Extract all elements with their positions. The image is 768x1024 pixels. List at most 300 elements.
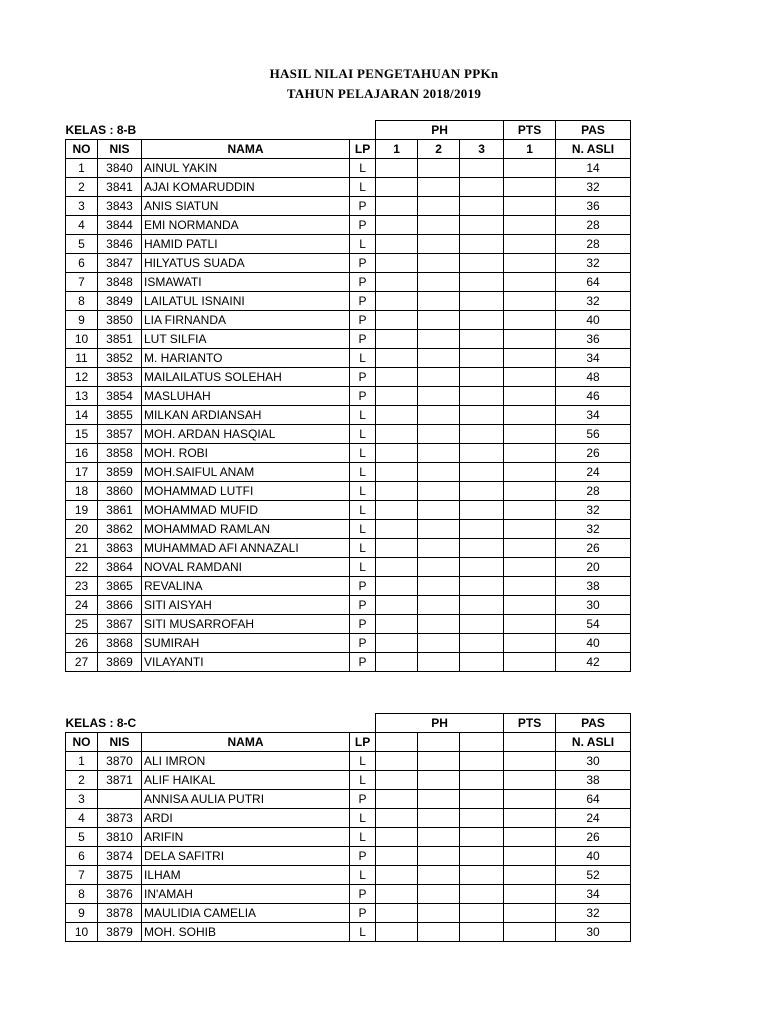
student-score-empty <box>418 197 460 216</box>
student-score-empty <box>504 387 556 406</box>
student-no: 11 <box>66 349 98 368</box>
student-no: 4 <box>66 216 98 235</box>
student-nis: 3879 <box>98 923 142 942</box>
student-nis: 3849 <box>98 292 142 311</box>
student-n-asli: 34 <box>556 885 631 904</box>
student-score-empty <box>376 273 418 292</box>
student-lp: P <box>350 197 376 216</box>
student-nama: AINUL YAKIN <box>142 159 350 178</box>
student-n-asli: 36 <box>556 330 631 349</box>
student-lp: P <box>350 847 376 866</box>
student-lp: L <box>350 828 376 847</box>
student-nis: 3878 <box>98 904 142 923</box>
student-score-empty <box>418 216 460 235</box>
student-lp: L <box>350 349 376 368</box>
student-score-empty <box>376 235 418 254</box>
header-nis: NIS <box>98 733 142 752</box>
student-no: 3 <box>66 790 98 809</box>
student-score-empty <box>418 577 460 596</box>
student-lp: L <box>350 923 376 942</box>
student-row <box>66 904 631 923</box>
student-lp: L <box>350 558 376 577</box>
student-n-asli: 38 <box>556 577 631 596</box>
student-nama: EMI NORMANDA <box>142 216 350 235</box>
student-nis: 3853 <box>98 368 142 387</box>
student-row <box>66 444 631 463</box>
student-n-asli: 32 <box>556 520 631 539</box>
student-row <box>66 292 631 311</box>
student-n-asli: 40 <box>556 847 631 866</box>
student-nis: 3854 <box>98 387 142 406</box>
student-row <box>66 330 631 349</box>
student-nama: ALIF HAIKAL <box>142 771 350 790</box>
student-score-empty <box>376 216 418 235</box>
student-score-empty <box>504 349 556 368</box>
student-nis: 3844 <box>98 216 142 235</box>
student-score-empty <box>418 235 460 254</box>
student-score-empty <box>376 809 418 828</box>
student-nama: HILYATUS SUADA <box>142 254 350 273</box>
student-row <box>66 653 631 672</box>
student-score-empty <box>460 482 504 501</box>
student-n-asli: 30 <box>556 596 631 615</box>
student-nis: 3847 <box>98 254 142 273</box>
student-lp: L <box>350 425 376 444</box>
student-n-asli: 24 <box>556 463 631 482</box>
student-score-empty <box>376 790 418 809</box>
student-score-empty <box>376 885 418 904</box>
student-score-empty <box>460 539 504 558</box>
student-lp: P <box>350 273 376 292</box>
student-row <box>66 463 631 482</box>
student-n-asli: 46 <box>556 387 631 406</box>
student-score-empty <box>504 577 556 596</box>
student-score-empty <box>376 904 418 923</box>
student-nis: 3855 <box>98 406 142 425</box>
class-header-row <box>66 714 631 733</box>
student-score-empty <box>418 885 460 904</box>
header-ph-1 <box>376 733 418 752</box>
student-row <box>66 790 631 809</box>
student-n-asli: 24 <box>556 809 631 828</box>
student-score-empty <box>376 463 418 482</box>
student-score-empty <box>460 923 504 942</box>
student-score-empty <box>460 197 504 216</box>
document-title: HASIL NILAI PENGETAHUAN PPKn <box>269 66 499 81</box>
student-no: 23 <box>66 577 98 596</box>
student-row <box>66 866 631 885</box>
student-nama: MOHAMMAD LUTFI <box>142 482 350 501</box>
student-score-empty <box>460 771 504 790</box>
student-nis: 3868 <box>98 634 142 653</box>
student-nama: ARIFIN <box>142 828 350 847</box>
student-score-empty <box>376 752 418 771</box>
student-score-empty <box>418 254 460 273</box>
student-no: 7 <box>66 866 98 885</box>
student-no: 6 <box>66 254 98 273</box>
student-n-asli: 34 <box>556 406 631 425</box>
student-lp: L <box>350 159 376 178</box>
student-no: 27 <box>66 653 98 672</box>
header-lp: LP <box>350 733 376 752</box>
student-score-empty <box>418 292 460 311</box>
class-label: KELAS : 8-B <box>66 121 350 140</box>
header-ph: PH <box>376 121 504 140</box>
student-score-empty <box>460 653 504 672</box>
student-lp: P <box>350 254 376 273</box>
student-n-asli: 32 <box>556 501 631 520</box>
student-nis: 3866 <box>98 596 142 615</box>
student-score-empty <box>460 790 504 809</box>
student-row <box>66 254 631 273</box>
student-score-empty <box>504 368 556 387</box>
student-no: 14 <box>66 406 98 425</box>
student-row <box>66 634 631 653</box>
student-score-empty <box>460 235 504 254</box>
student-score-empty <box>460 311 504 330</box>
student-score-empty <box>418 159 460 178</box>
student-no: 8 <box>66 885 98 904</box>
student-score-empty <box>418 387 460 406</box>
student-score-empty <box>504 520 556 539</box>
student-lp: L <box>350 520 376 539</box>
student-n-asli: 20 <box>556 558 631 577</box>
student-score-empty <box>504 216 556 235</box>
student-n-asli: 28 <box>556 216 631 235</box>
student-n-asli: 32 <box>556 904 631 923</box>
student-score-empty <box>504 847 556 866</box>
student-n-asli: 30 <box>556 752 631 771</box>
student-nama: AJAI KOMARUDDIN <box>142 178 350 197</box>
student-no: 22 <box>66 558 98 577</box>
student-score-empty <box>418 178 460 197</box>
student-nis: 3857 <box>98 425 142 444</box>
student-nis: 3863 <box>98 539 142 558</box>
student-nama: LUT SILFIA <box>142 330 350 349</box>
student-n-asli: 28 <box>556 235 631 254</box>
student-score-empty <box>504 558 556 577</box>
student-nis: 3860 <box>98 482 142 501</box>
student-score-empty <box>418 615 460 634</box>
student-nama: MAULIDIA CAMELIA <box>142 904 350 923</box>
student-score-empty <box>504 771 556 790</box>
student-n-asli: 42 <box>556 653 631 672</box>
student-lp: L <box>350 178 376 197</box>
student-score-empty <box>504 330 556 349</box>
student-nama: ANIS SIATUN <box>142 197 350 216</box>
student-nama: LIA FIRNANDA <box>142 311 350 330</box>
student-score-empty <box>460 501 504 520</box>
student-no: 6 <box>66 847 98 866</box>
student-row <box>66 847 631 866</box>
student-lp: L <box>350 235 376 254</box>
student-nama: REVALINA <box>142 577 350 596</box>
student-row <box>66 425 631 444</box>
student-score-empty <box>504 904 556 923</box>
student-score-empty <box>460 615 504 634</box>
student-score-empty <box>418 653 460 672</box>
student-nis: 3859 <box>98 463 142 482</box>
student-n-asli: 32 <box>556 292 631 311</box>
student-no: 2 <box>66 178 98 197</box>
student-score-empty <box>504 254 556 273</box>
header-nama: NAMA <box>142 140 350 159</box>
student-score-empty <box>460 273 504 292</box>
student-score-empty <box>376 539 418 558</box>
student-score-empty <box>418 634 460 653</box>
student-lp: P <box>350 653 376 672</box>
student-score-empty <box>460 752 504 771</box>
student-no: 2 <box>66 771 98 790</box>
student-score-empty <box>504 444 556 463</box>
student-n-asli: 38 <box>556 771 631 790</box>
student-nama: ILHAM <box>142 866 350 885</box>
student-score-empty <box>460 159 504 178</box>
student-row <box>66 828 631 847</box>
header-pas: PAS <box>556 121 631 140</box>
student-row <box>66 771 631 790</box>
student-row <box>66 273 631 292</box>
student-score-empty <box>504 159 556 178</box>
student-score-empty <box>376 292 418 311</box>
student-nis: 3861 <box>98 501 142 520</box>
student-row <box>66 615 631 634</box>
student-nis: 3875 <box>98 866 142 885</box>
student-lp: P <box>350 368 376 387</box>
student-nama: DELA SAFITRI <box>142 847 350 866</box>
student-row <box>66 349 631 368</box>
student-lp: P <box>350 330 376 349</box>
student-no: 5 <box>66 828 98 847</box>
student-row <box>66 482 631 501</box>
student-score-empty <box>504 311 556 330</box>
student-no: 13 <box>66 387 98 406</box>
student-row <box>66 809 631 828</box>
student-score-empty <box>504 406 556 425</box>
student-score-empty <box>460 828 504 847</box>
student-nis: 3840 <box>98 159 142 178</box>
student-lp: P <box>350 311 376 330</box>
student-row <box>66 159 631 178</box>
student-row <box>66 406 631 425</box>
student-row <box>66 520 631 539</box>
student-score-empty <box>418 809 460 828</box>
student-score-empty <box>376 923 418 942</box>
student-nis: 3874 <box>98 847 142 866</box>
student-nis: 3867 <box>98 615 142 634</box>
student-lp: P <box>350 577 376 596</box>
student-score-empty <box>418 596 460 615</box>
student-no: 9 <box>66 904 98 923</box>
student-no: 12 <box>66 368 98 387</box>
student-score-empty <box>460 368 504 387</box>
student-score-empty <box>460 330 504 349</box>
student-score-empty <box>418 904 460 923</box>
student-row <box>66 558 631 577</box>
student-n-asli: 64 <box>556 790 631 809</box>
student-nis: 3876 <box>98 885 142 904</box>
student-score-empty <box>376 501 418 520</box>
student-no: 9 <box>66 311 98 330</box>
student-score-empty <box>460 425 504 444</box>
student-score-empty <box>376 615 418 634</box>
header-ph-3 <box>460 733 504 752</box>
student-n-asli: 26 <box>556 539 631 558</box>
header-ph-3: 3 <box>460 140 504 159</box>
student-row <box>66 178 631 197</box>
student-score-empty <box>418 463 460 482</box>
student-score-empty <box>460 216 504 235</box>
header-no: NO <box>66 140 98 159</box>
student-score-empty <box>504 828 556 847</box>
header-lp: LP <box>350 140 376 159</box>
student-nis: 3873 <box>98 809 142 828</box>
column-header-row <box>66 140 631 159</box>
student-score-empty <box>376 387 418 406</box>
student-n-asli: 40 <box>556 311 631 330</box>
student-score-empty <box>418 539 460 558</box>
student-no: 8 <box>66 292 98 311</box>
student-score-empty <box>460 463 504 482</box>
student-score-empty <box>418 520 460 539</box>
student-score-empty <box>460 520 504 539</box>
header-nis: NIS <box>98 140 142 159</box>
student-nis: 3870 <box>98 752 142 771</box>
student-score-empty <box>376 634 418 653</box>
student-nis: 3846 <box>98 235 142 254</box>
student-lp: L <box>350 444 376 463</box>
student-row <box>66 387 631 406</box>
student-no: 18 <box>66 482 98 501</box>
student-nama: MOHAMMAD MUFID <box>142 501 350 520</box>
student-lp: L <box>350 482 376 501</box>
student-score-empty <box>376 254 418 273</box>
student-score-empty <box>418 866 460 885</box>
student-lp: L <box>350 771 376 790</box>
student-nis <box>98 790 142 809</box>
student-lp: P <box>350 615 376 634</box>
student-lp: P <box>350 596 376 615</box>
student-n-asli: 26 <box>556 828 631 847</box>
header-pts-1 <box>504 733 556 752</box>
student-score-empty <box>376 866 418 885</box>
student-nis: 3871 <box>98 771 142 790</box>
student-n-asli: 28 <box>556 482 631 501</box>
student-score-empty <box>504 809 556 828</box>
student-nama: MOH. ARDAN HASQIAL <box>142 425 350 444</box>
student-n-asli: 36 <box>556 197 631 216</box>
student-n-asli: 52 <box>556 866 631 885</box>
student-no: 10 <box>66 330 98 349</box>
student-score-empty <box>418 752 460 771</box>
student-score-empty <box>418 444 460 463</box>
student-n-asli: 56 <box>556 425 631 444</box>
student-lp: P <box>350 216 376 235</box>
student-score-empty <box>460 866 504 885</box>
header-n-asli: N. ASLI <box>556 140 631 159</box>
header-ph-2: 2 <box>418 140 460 159</box>
header-pas: PAS <box>556 714 631 733</box>
student-nis: 3852 <box>98 349 142 368</box>
student-score-empty <box>504 273 556 292</box>
student-nama: LAILATUL ISNAINI <box>142 292 350 311</box>
student-score-empty <box>376 159 418 178</box>
student-lp: P <box>350 387 376 406</box>
student-score-empty <box>504 463 556 482</box>
student-score-empty <box>504 425 556 444</box>
student-nama: MOHAMMAD RAMLAN <box>142 520 350 539</box>
student-score-empty <box>504 866 556 885</box>
student-score-empty <box>376 577 418 596</box>
student-score-empty <box>460 387 504 406</box>
student-score-empty <box>460 577 504 596</box>
student-score-empty <box>418 273 460 292</box>
student-n-asli: 34 <box>556 349 631 368</box>
student-score-empty <box>418 425 460 444</box>
student-row <box>66 216 631 235</box>
student-row <box>66 235 631 254</box>
student-nama: ALI IMRON <box>142 752 350 771</box>
student-lp: P <box>350 904 376 923</box>
student-score-empty <box>418 790 460 809</box>
student-score-empty <box>418 828 460 847</box>
student-nama: ANNISA AULIA PUTRI <box>142 790 350 809</box>
student-lp: L <box>350 463 376 482</box>
student-row <box>66 577 631 596</box>
header-pts: PTS <box>504 714 556 733</box>
student-score-empty <box>460 178 504 197</box>
student-nis: 3810 <box>98 828 142 847</box>
student-no: 20 <box>66 520 98 539</box>
student-lp: P <box>350 292 376 311</box>
header-ph-1: 1 <box>376 140 418 159</box>
student-nis: 3841 <box>98 178 142 197</box>
header-pts-1: 1 <box>504 140 556 159</box>
student-score-empty <box>376 482 418 501</box>
student-nama: MASLUHAH <box>142 387 350 406</box>
student-nis: 3850 <box>98 311 142 330</box>
student-score-empty <box>504 197 556 216</box>
student-n-asli: 64 <box>556 273 631 292</box>
header-nama: NAMA <box>142 733 350 752</box>
student-score-empty <box>376 520 418 539</box>
student-lp: P <box>350 885 376 904</box>
student-score-empty <box>376 349 418 368</box>
student-score-empty <box>418 311 460 330</box>
student-score-empty <box>376 596 418 615</box>
header-n-asli: N. ASLI <box>556 733 631 752</box>
student-score-empty <box>376 771 418 790</box>
student-score-empty <box>376 311 418 330</box>
student-score-empty <box>460 349 504 368</box>
student-nama: MOH. ROBI <box>142 444 350 463</box>
student-score-empty <box>460 596 504 615</box>
student-score-empty <box>418 349 460 368</box>
grade-table-8c <box>65 713 631 942</box>
student-nama: SITI AISYAH <box>142 596 350 615</box>
student-score-empty <box>418 558 460 577</box>
student-no: 1 <box>66 159 98 178</box>
student-n-asli: 26 <box>556 444 631 463</box>
student-score-empty <box>460 809 504 828</box>
student-score-empty <box>504 885 556 904</box>
student-nis: 3848 <box>98 273 142 292</box>
student-no: 3 <box>66 197 98 216</box>
student-nama: SITI MUSARROFAH <box>142 615 350 634</box>
student-no: 1 <box>66 752 98 771</box>
student-n-asli: 54 <box>556 615 631 634</box>
student-score-empty <box>418 330 460 349</box>
